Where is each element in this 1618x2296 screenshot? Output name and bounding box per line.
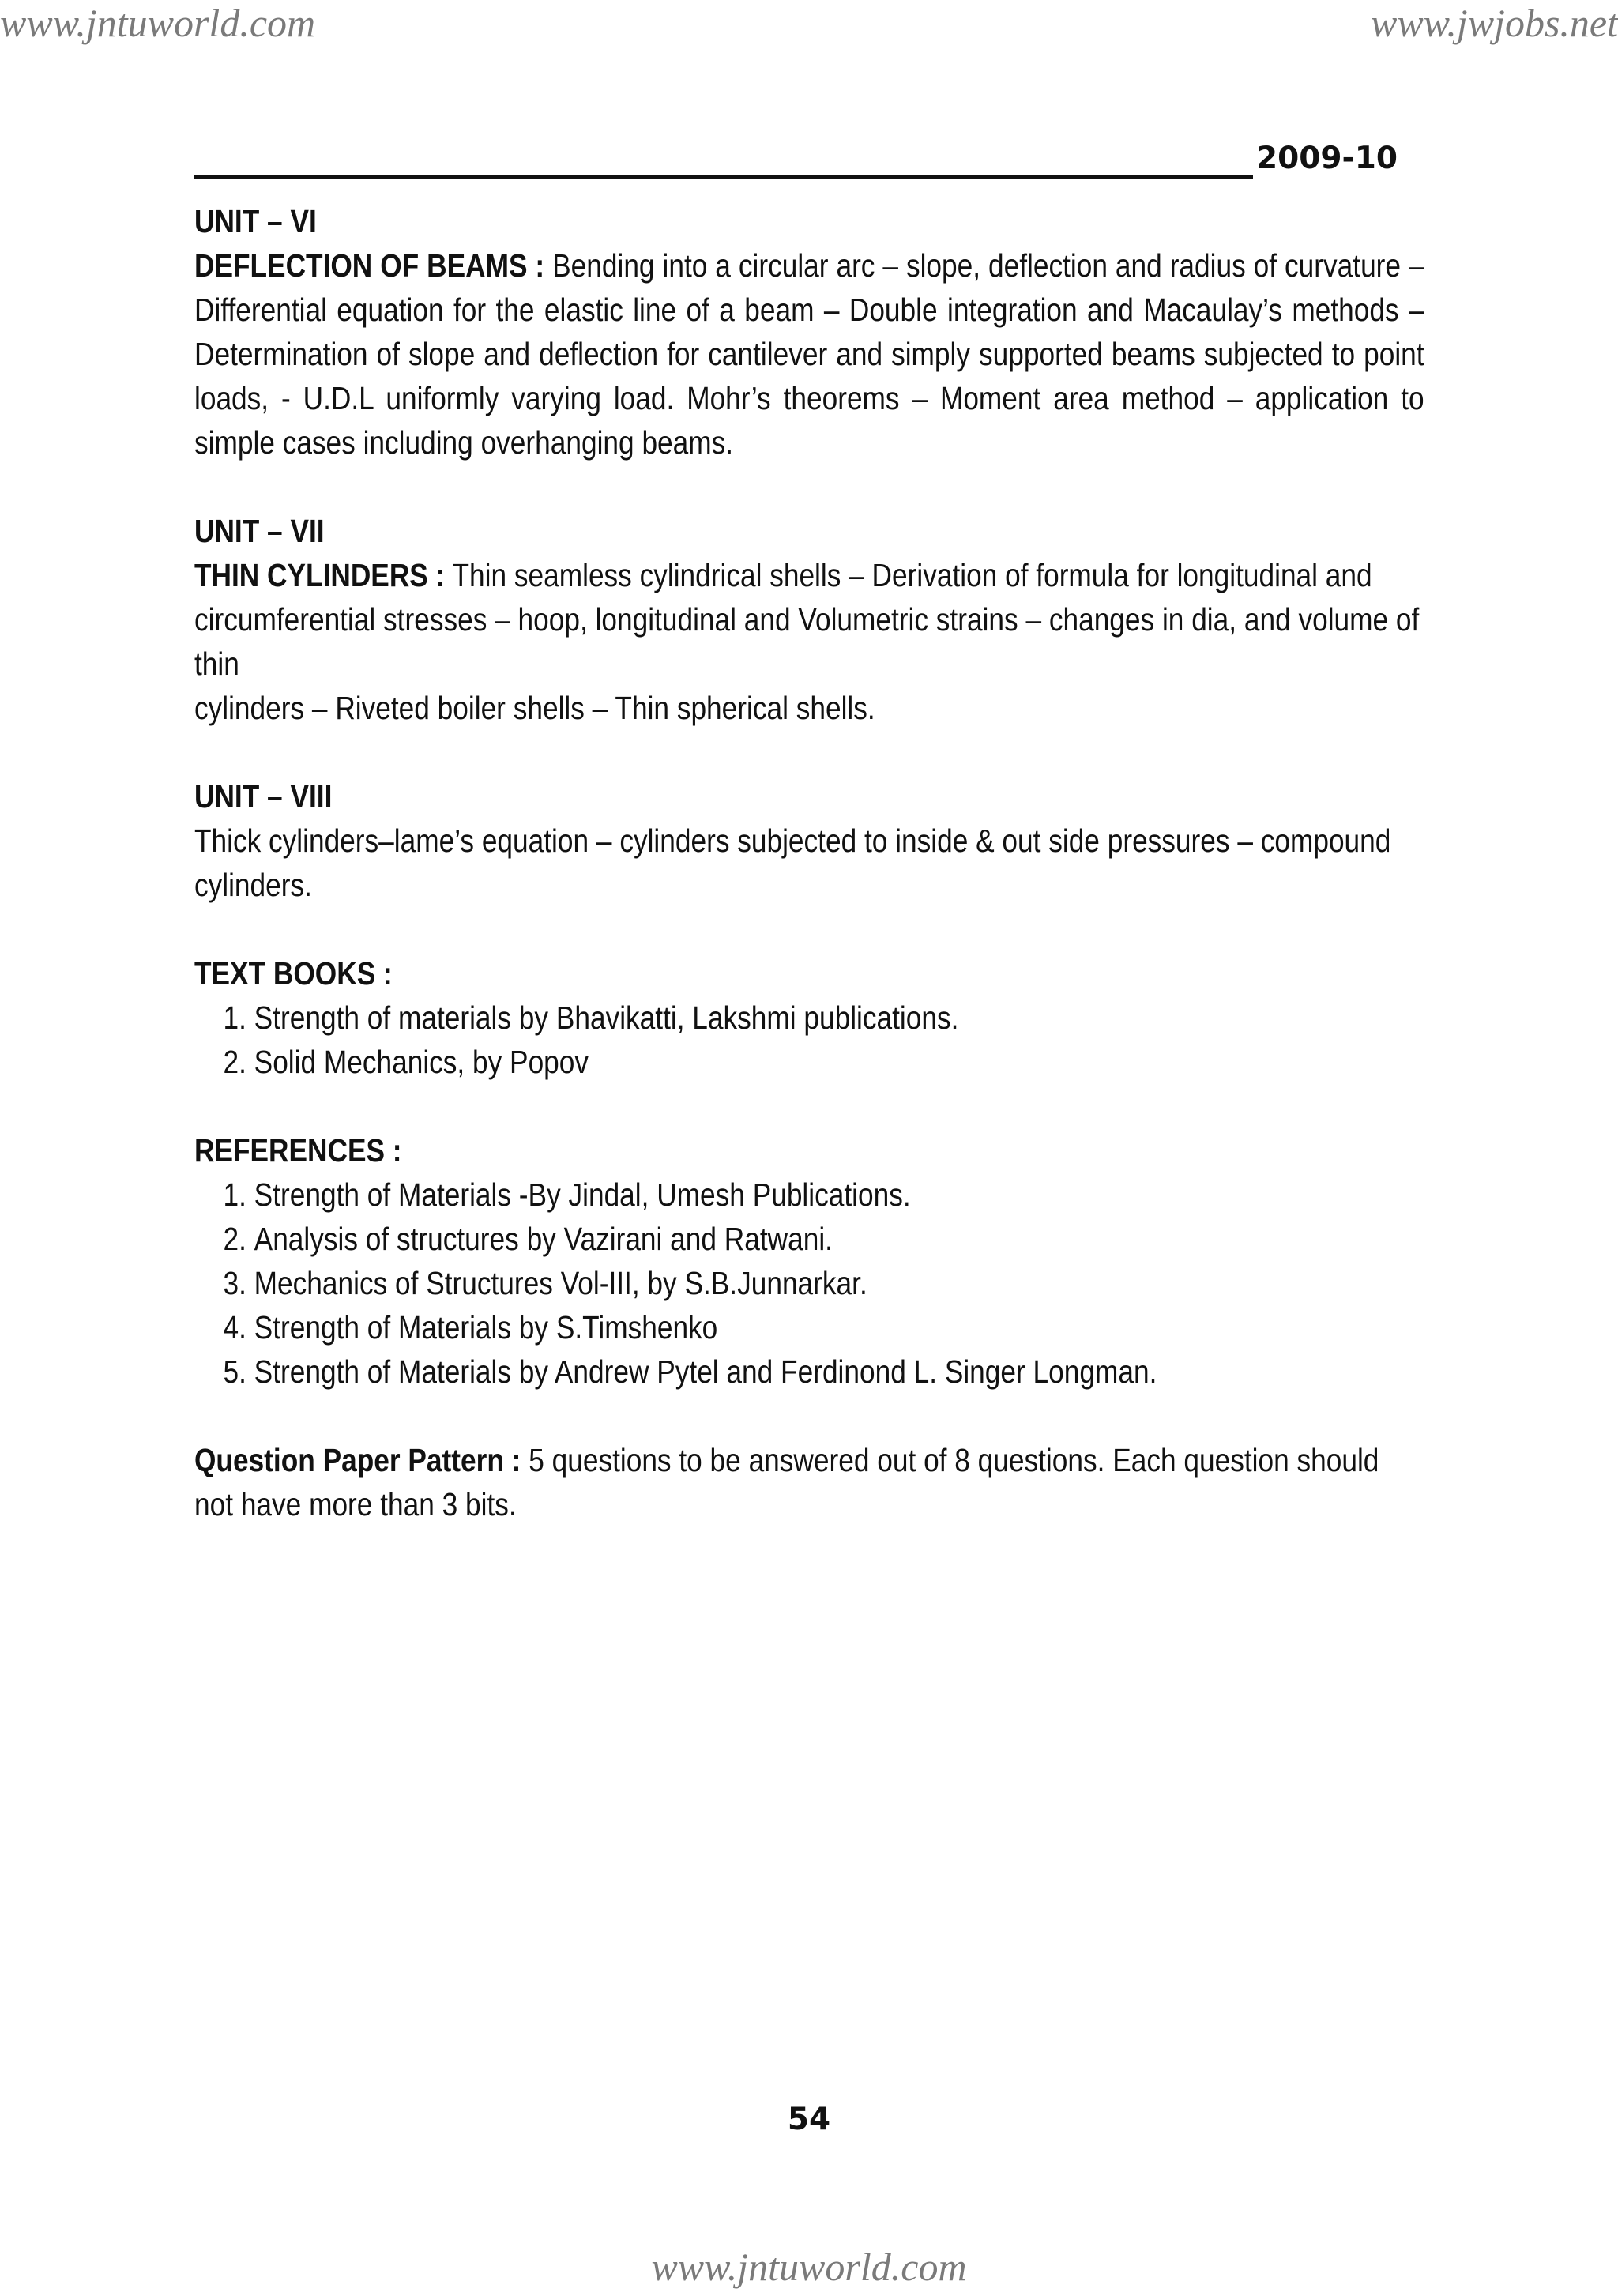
unit-viii-section xyxy=(194,774,1424,907)
unit-vii-body: Thin seamless cylindrical shells – Derivation of formula for longitudinal and circumferential stresses – hoop, longitudinal and Volumetric strains – changes in dia, and volume of thin xyxy=(194,557,1420,682)
unit-vi-paragraph xyxy=(194,243,1424,465)
question-pattern-body: 5 questions to be answered out of 8 questions. Each question should not have more than 3 bits. xyxy=(194,1442,1379,1523)
question-pattern-paragraph xyxy=(194,1438,1424,1526)
references-section xyxy=(194,1128,1424,1394)
page-number: 54 xyxy=(787,2102,831,2137)
list-item: 1. Strength of materials by Bhavikatti, Lakshmi publications. xyxy=(254,996,1424,1040)
unit-vi-topic: DEFLECTION OF BEAMS : xyxy=(194,247,545,284)
syllabus-content xyxy=(194,199,1424,1526)
unit-vii-section xyxy=(194,509,1424,730)
academic-year: 2009-10 xyxy=(1256,141,1398,176)
watermark-top-right: www.jwjobs.net xyxy=(1370,1,1618,45)
list-item: 1. Strength of Materials -By Jindal, Umesh Publications. xyxy=(254,1172,1424,1217)
text-books-section xyxy=(194,951,1424,1084)
references-title: REFERENCES : xyxy=(194,1132,402,1169)
text-books-list xyxy=(194,996,1424,1084)
spacer xyxy=(194,730,1424,774)
spacer xyxy=(194,1084,1424,1128)
list-item: 2. Solid Mechanics, by Popov xyxy=(254,1040,1424,1084)
watermark-top-left: www.jntuworld.com xyxy=(0,1,316,45)
unit-vii-paragraph xyxy=(194,553,1424,686)
list-item: 4. Strength of Materials by S.Timshenko xyxy=(254,1305,1424,1349)
references-list xyxy=(194,1172,1424,1394)
unit-viii-title: UNIT – VIII xyxy=(194,778,333,815)
unit-vii-body-continued: cylinders – Riveted boiler shells – Thin spherical shells. xyxy=(194,690,875,726)
unit-vii-topic: THIN CYLINDERS : xyxy=(194,557,446,593)
unit-viii-body: Thick cylinders–lame’s equation – cylinders subjected to inside & out side pressures – compound cylinders. xyxy=(194,822,1391,903)
spacer xyxy=(194,907,1424,951)
question-pattern-label: Question Paper Pattern : xyxy=(194,1442,521,1478)
list-item: 5. Strength of Materials by Andrew Pytel and Ferdinond L. Singer Longman. xyxy=(254,1349,1424,1394)
unit-vi-title: UNIT – VI xyxy=(194,203,317,239)
text-books-title: TEXT BOOKS : xyxy=(194,955,393,992)
unit-vi-body: Bending into a circular arc – slope, deflection and radius of curvature – Differential equation for the elastic line of a beam – Double integration and Macaulay’s methods – Determination of slope and deflection for cantilever and simply supported beams subjected to point loads, - U.D.L uniformly varying load. Mohr’s theorems – Moment area method – application to simple cases including overhanging beams. xyxy=(194,247,1424,461)
unit-vi-section xyxy=(194,199,1424,465)
spacer xyxy=(194,1394,1424,1438)
header-rule xyxy=(194,175,1253,179)
list-item: 3. Mechanics of Structures Vol-III, by S.B.Junnarkar. xyxy=(254,1261,1424,1305)
list-item: 2. Analysis of structures by Vazirani and Ratwani. xyxy=(254,1217,1424,1261)
unit-vii-title: UNIT – VII xyxy=(194,513,325,549)
spacer xyxy=(194,465,1424,509)
question-pattern-section xyxy=(194,1438,1424,1526)
watermark-bottom: www.jntuworld.com xyxy=(651,2245,967,2289)
